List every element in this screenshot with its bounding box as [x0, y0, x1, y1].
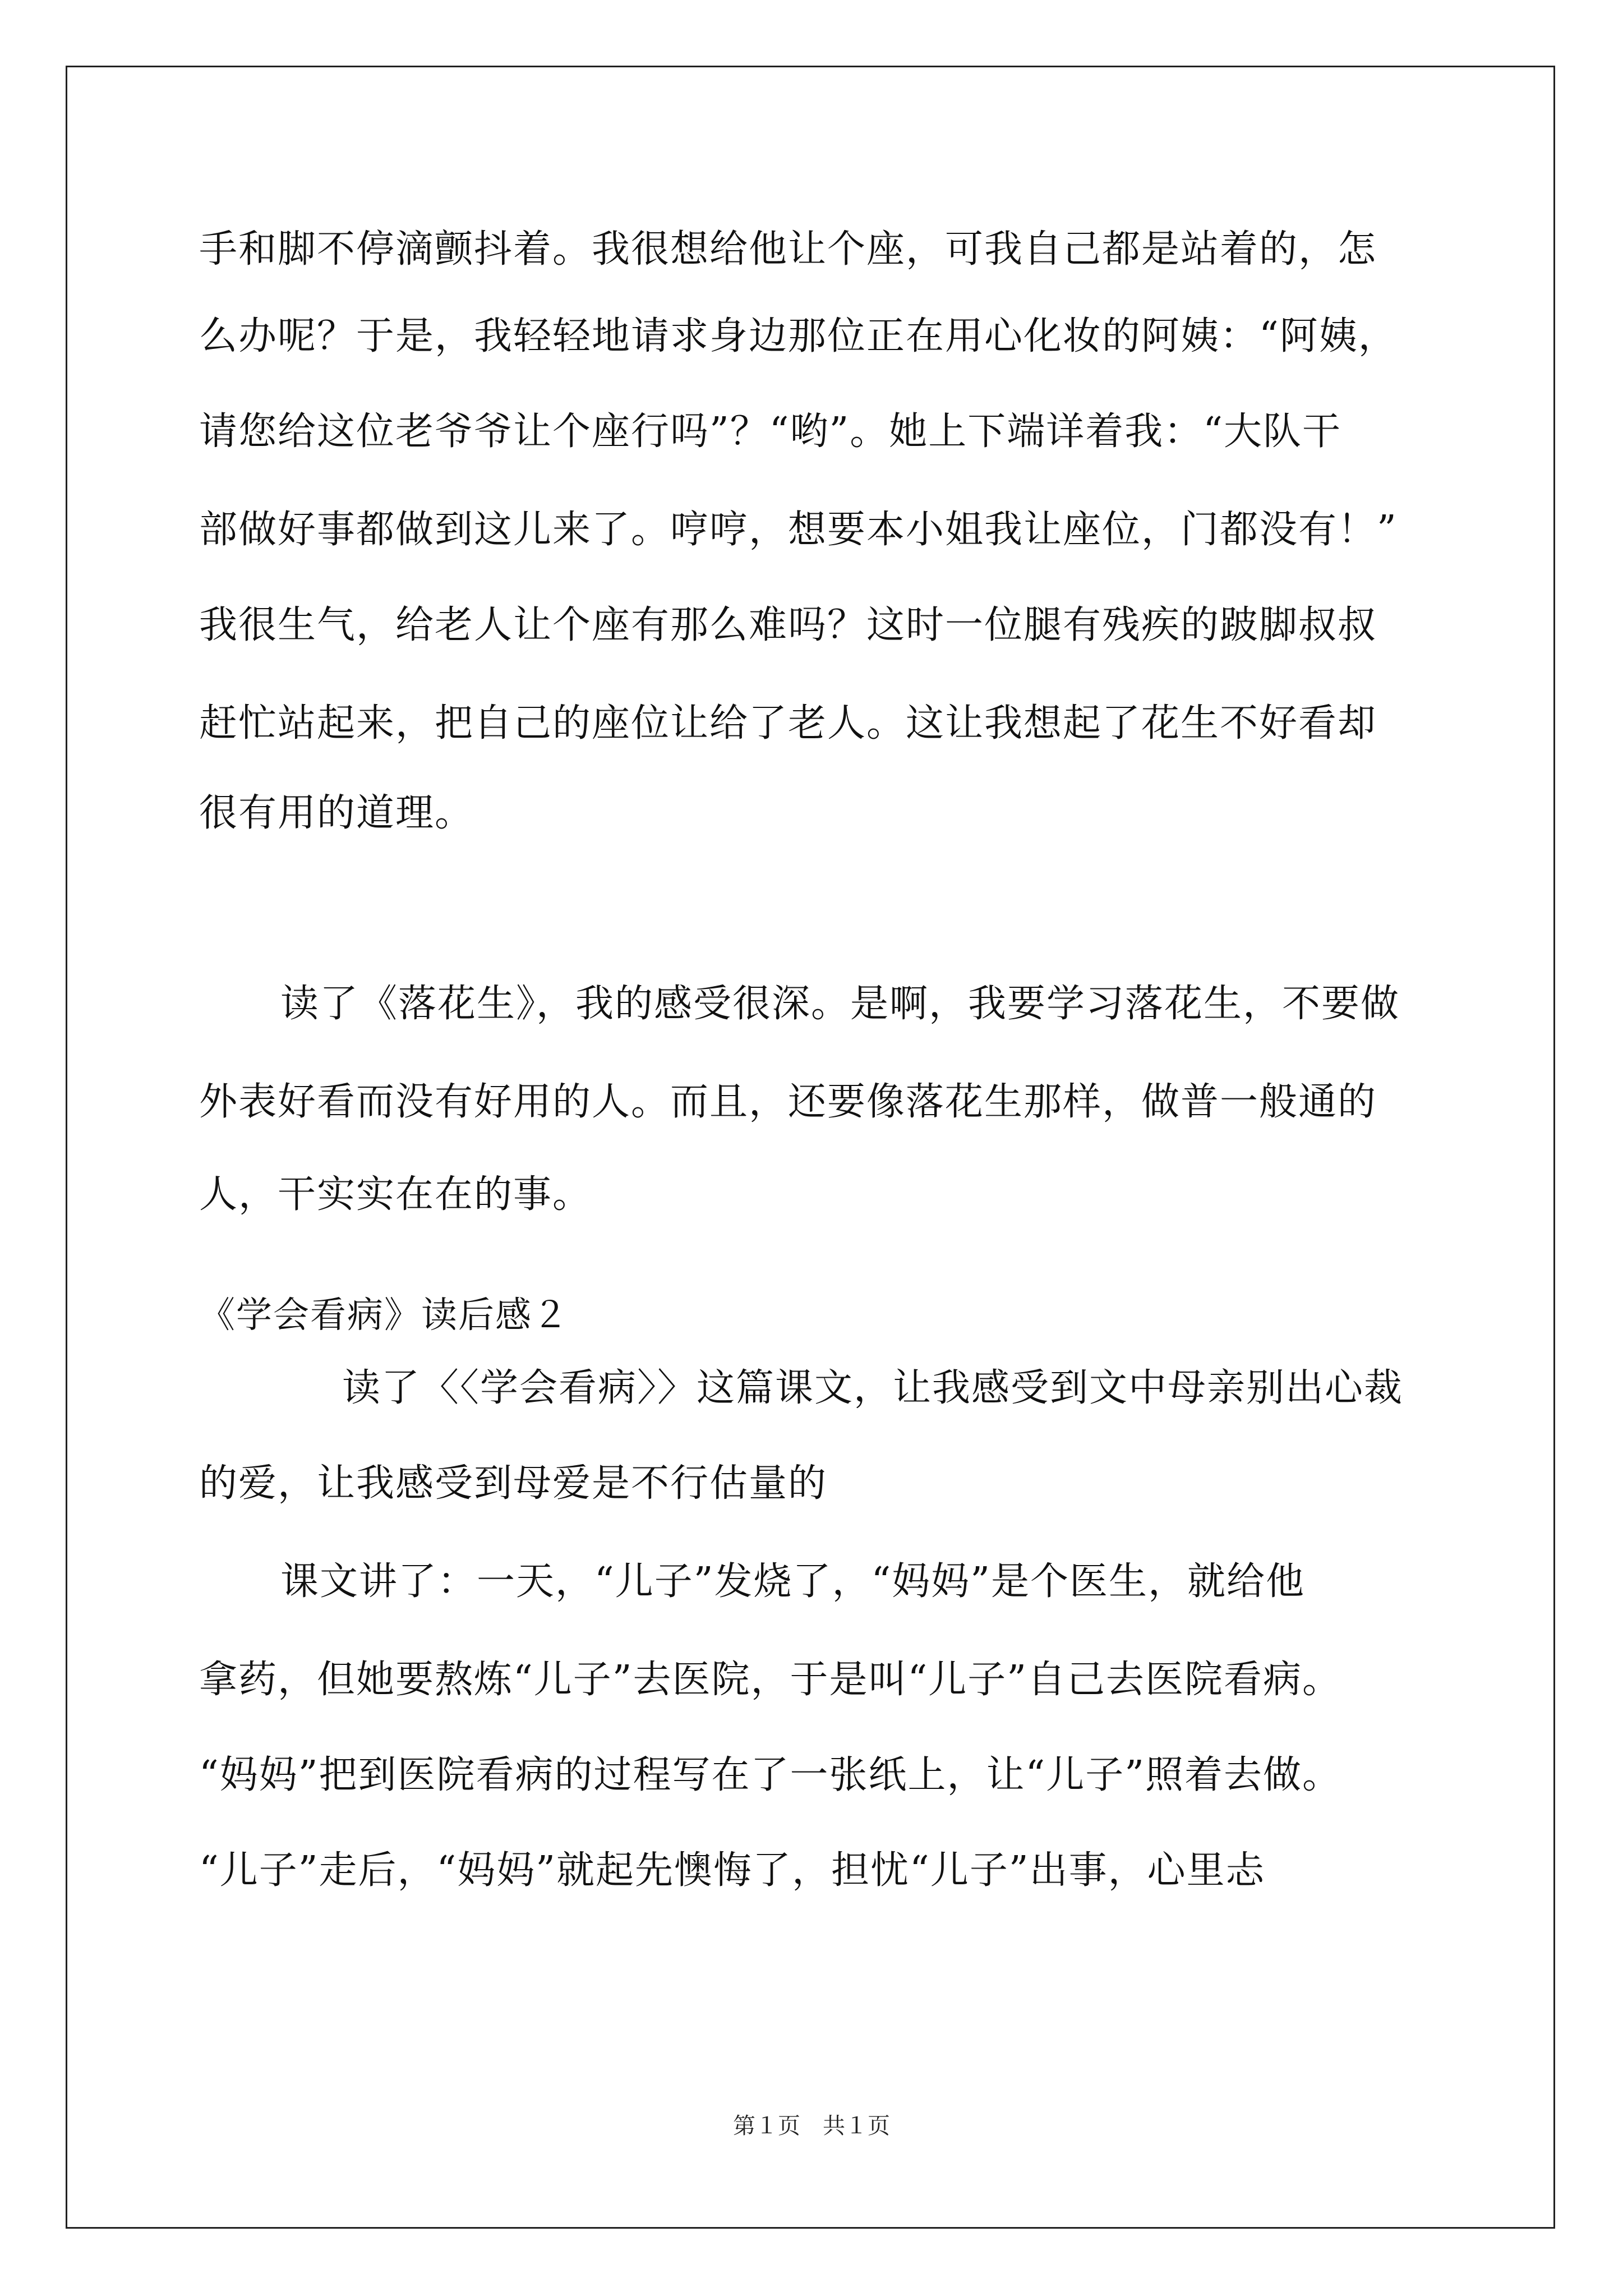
- section-heading: 《学会看病》读后感２: [199, 1295, 569, 1336]
- text-line: 请您给这位老爷爷让个座行吗”？“哟”。她上下端详着我：“大队干: [199, 409, 1342, 454]
- page-border: [66, 66, 1555, 2229]
- text-line: 课文讲了：一天，“儿子”发烧了，“妈妈”是个医生，就给他: [280, 1559, 1306, 1604]
- text-line: 很有用的道理。: [199, 791, 474, 835]
- text-line: 赶忙站起来，把自己的座位让给了老人。这让我想起了花生不好看却: [199, 701, 1377, 746]
- text-line: 我很生气，给老人让个座有那么难吗？这时一位腿有残疾的跛脚叔叔: [199, 603, 1377, 647]
- text-line: 么办呢？于是，我轻轻地请求身边那位正在用心化妆的阿姨：“阿姨，: [199, 314, 1398, 358]
- page-footer: 第１页 共１页: [733, 2113, 890, 2139]
- text-line: “儿子”走后，“妈妈”就起先懊悔了，担忧“儿子”出事，心里忐: [199, 1848, 1265, 1893]
- text-line: 读了《落花生》，我的感受很深。是啊，我要学习落花生，不要做: [280, 982, 1400, 1026]
- text-line: 的爱，让我感受到母爱是不行估量的: [199, 1461, 828, 1506]
- text-line: “妈妈”把到医院看病的过程写在了一张纸上，让“儿子”照着去做。: [199, 1753, 1342, 1797]
- text-line: 拿药，但她要熬炼“儿子”去医院，于是叫“儿子”自己去医院看病。: [199, 1658, 1342, 1702]
- text-line: 部做好事都做到这儿来了。哼哼，想要本小姐我让座位，门都没有！”: [199, 508, 1398, 552]
- text-line: 人，干实实在在的事。: [199, 1172, 592, 1217]
- text-line: 手和脚不停滴颤抖着。我很想给他让个座，可我自己都是站着的，怎: [199, 227, 1377, 272]
- text-line: 外表好看而没有好用的人。而且，还要像落花生那样，做普一般通的: [199, 1080, 1377, 1124]
- text-line: 读了〈〈学会看病〉〉这篇课文，让我感受到文中母亲别出心裁: [342, 1366, 1404, 1410]
